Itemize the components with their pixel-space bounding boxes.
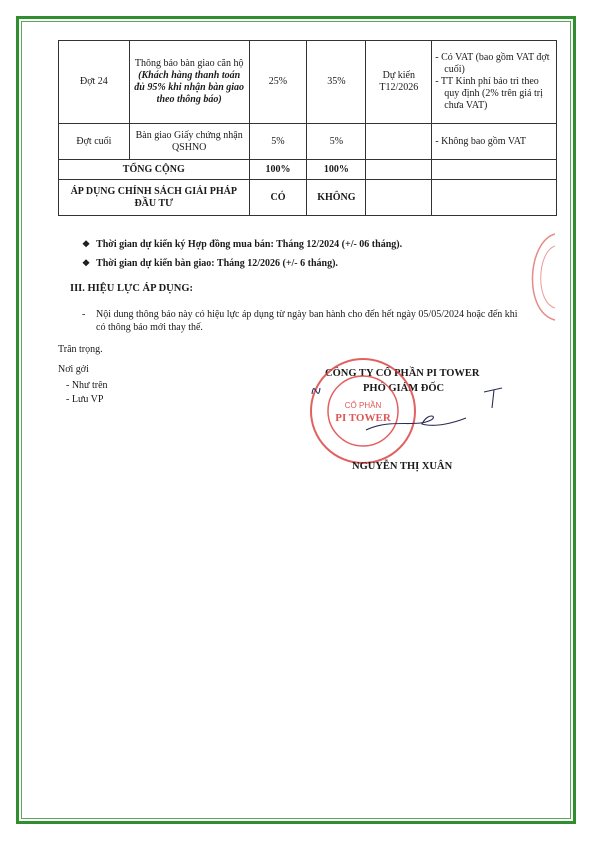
note-line: - Có VAT (bao gồm VAT đợt cuối) [435, 52, 550, 75]
content-emphasis: (Khách hàng thanh toán đủ 95% khi nhận bàn giao theo thông báo) [134, 70, 245, 105]
signer-title: PHÓ GIÁM ĐỐC [363, 383, 445, 394]
policy-value-b: KHÔNG [307, 180, 366, 216]
edge-seal-fragment [515, 232, 555, 322]
empty-cell [432, 180, 557, 216]
empty-cell [432, 160, 557, 180]
phase-cell: Đợt cuối [59, 124, 130, 160]
handover-timeline [82, 257, 338, 270]
policy-label: ÁP DỤNG CHÍNH SÁCH GIẢI PHÁP ĐẦU TƯ [59, 180, 250, 216]
total-percent-a: 100% [249, 160, 307, 180]
table-row [59, 41, 557, 124]
company-name: CÔNG TY CỔ PHẦN PI TOWER [325, 368, 480, 379]
timing-cell: Dự kiến T12/2026 [366, 41, 432, 124]
content-plain: Thông báo bàn giao căn hộ [134, 58, 244, 69]
empty-cell [366, 160, 432, 180]
note-line: - Không bao gồm VAT [435, 135, 527, 147]
percent-a-cell: 5% [249, 124, 307, 160]
diamond-bullet-icon: ❖ [82, 258, 91, 268]
total-row [59, 160, 557, 180]
contract-timeline-text: Thời gian dự kiến ký Hợp đồng mua bán: Tháng 12/2024 (+/- 06 tháng). [96, 239, 403, 250]
percent-b-cell: 5% [307, 124, 366, 160]
signer-name: NGUYỄN THỊ XUÂN [352, 461, 453, 472]
percent-b-cell: 35% [307, 41, 366, 124]
notes-cell [432, 124, 557, 160]
table-row [59, 124, 557, 160]
validity-paragraph: Nội dung thông báo này có hiệu lực áp dụng từ ngày ban hành cho đến hết ngày 05/05/2024 hoặc đến khi có thông báo mới thay thế. [96, 309, 518, 333]
signature-scribble [306, 368, 506, 438]
diamond-bullet-icon: ❖ [82, 239, 91, 249]
dash-bullet: - [82, 309, 86, 320]
policy-value-a: CÓ [249, 180, 307, 216]
recipient-item: - Như trên [66, 380, 108, 391]
regards-text: Trân trọng. [58, 344, 103, 355]
percent-a-cell: 25% [249, 41, 307, 124]
content-cell [129, 41, 249, 124]
svg-text:CỔ PHẦN: CỔ PHẦN [344, 401, 382, 410]
total-label: TỔNG CỘNG [59, 160, 250, 180]
note-line: - TT Kinh phí bảo trì theo quy định (2% trên giá trị chưa VAT) [435, 76, 543, 111]
content-cell: Bàn giao Giấy chứng nhận QSHNO [129, 124, 249, 160]
handover-timeline-text: Thời gian dự kiến bàn giao: Tháng 12/2026 (+/- 6 tháng). [96, 258, 338, 269]
svg-text:PI TOWER: PI TOWER [335, 412, 391, 424]
timing-cell [366, 124, 432, 160]
notes-cell [432, 41, 557, 124]
empty-cell [366, 180, 432, 216]
phase-cell: Đợt 24 [59, 41, 130, 124]
total-percent-b: 100% [307, 160, 366, 180]
contract-timeline [82, 238, 402, 251]
payment-schedule-table [58, 40, 557, 216]
recipient-item: - Lưu VP [66, 394, 104, 405]
policy-row [59, 180, 557, 216]
recipients-label: Nơi gởi [58, 364, 89, 375]
section-heading: III. HIỆU LỰC ÁP DỤNG: [70, 283, 193, 294]
